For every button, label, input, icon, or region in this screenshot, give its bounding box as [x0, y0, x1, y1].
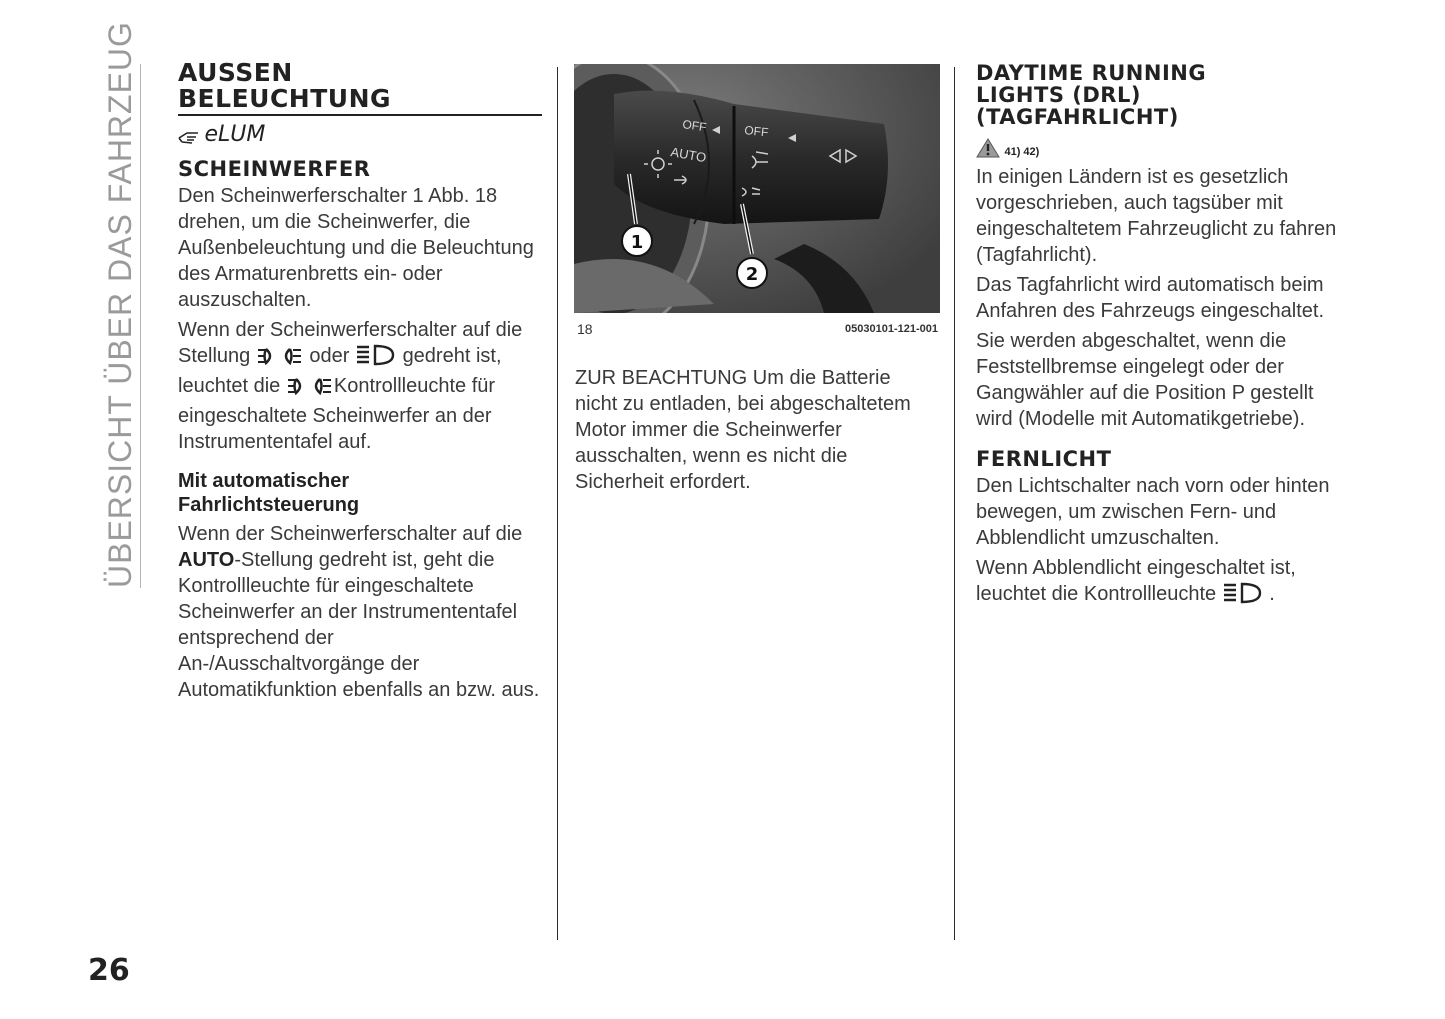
off-label: OFF: [743, 123, 770, 140]
paragraph: Den Lichtschalter nach vorn oder hinten bewegen, um zwischen Fern- und Abblendlicht umzuschalten.: [976, 475, 1330, 549]
figure-number: 18: [577, 321, 593, 337]
paragraph-with-icon: [976, 555, 1346, 611]
position-lights-icon: [286, 376, 334, 403]
auto-label: AUTO: [669, 144, 708, 166]
text: -Stellung gedreht ist, geht die Kontrollleuchte für eingeschaltete Scheinwerfer an der Instrumententafel entsprechend der An-/Ausschaltvorgänge der Automatikfunktion ebenfalls an bzw. aus.: [178, 549, 540, 701]
warning-references: 41) 42): [1004, 146, 1040, 158]
subsubsection-heading: Mit automatischer Fahrlichtsteuerung: [178, 470, 360, 516]
column-left: [178, 60, 542, 703]
elum-label: eLUM: [204, 122, 266, 147]
paragraph: [178, 521, 542, 703]
subsection-heading: FERNLICHT: [976, 447, 1112, 471]
text: Kontrollleuchte für eingeschaltete Scheinwerfer an der Instrumententafel auf.: [178, 375, 496, 453]
column-middle: [575, 365, 937, 495]
pointing-hand-icon: [178, 129, 200, 150]
paragraph: In einigen Ländern ist es gesetzlich vorgeschrieben, auch tagsüber mit eingeschaltetem Fahrzeuglicht zu fahren (Tagfahrlicht).: [976, 166, 1337, 266]
callout-1: 1: [630, 232, 644, 253]
paragraph-with-icons: [178, 317, 542, 455]
text: Wenn Abblendlicht eingeschaltet ist, leuchtet die Kontrollleuchte: [976, 557, 1296, 605]
text: gedreht ist, leuchtet die: [178, 345, 502, 397]
headlight-switch-figure: [574, 64, 940, 313]
low-beam-icon: [1222, 582, 1264, 611]
side-chapter-title: ÜBERSICHT ÜBER DAS FAHRZEUG: [102, 21, 138, 588]
paragraph: Den Scheinwerferschalter 1 Abb. 18 drehen, um die Scheinwerfer, die Außenbeleuchtung und die Beleuchtung des Armaturenbretts ein- oder auszuschalten.: [178, 185, 534, 311]
paragraph: Das Tagfahrlicht wird automatisch beim Anfahren des Fahrzeugs eingeschaltet.: [976, 274, 1324, 322]
subsection-heading: DAYTIME RUNNING LIGHTS (DRL) (TAGFAHRLICHT): [976, 61, 1207, 129]
section-heading: AUSSEN BELEUCHTUNG: [178, 58, 392, 113]
side-rule: [140, 64, 141, 588]
figure-code: 05030101-121-001: [845, 323, 938, 335]
subsection-heading: SCHEINWERFER: [178, 157, 371, 181]
bold-term: AUTO: [178, 549, 235, 571]
column-right: [976, 62, 1346, 611]
callout-2: 2: [745, 264, 759, 285]
position-lights-icon: [256, 346, 304, 373]
text: Wenn der Scheinwerferschalter auf die: [178, 523, 523, 545]
page-number: 26: [88, 953, 130, 988]
off-label: OFF: [681, 117, 708, 135]
low-beam-icon: [355, 344, 397, 373]
warning-row: [976, 138, 1346, 160]
heading-rule: [178, 114, 542, 116]
paragraph: Sie werden abgeschaltet, wenn die Feststellbremse eingelegt oder der Gangwähler auf die Position P gestellt wird (Modelle mit Automatikgetriebe).: [976, 330, 1314, 430]
column-divider: [557, 67, 558, 940]
text: Wenn der Scheinwerferschalter auf die Stellung: [178, 319, 523, 367]
column-divider: [954, 67, 955, 940]
elum-row: [178, 122, 542, 148]
text: .: [1269, 583, 1275, 605]
warning-triangle-icon: [976, 138, 1000, 163]
note-paragraph: ZUR BEACHTUNG Um die Batterie nicht zu entladen, bei abgeschaltetem Motor immer die Scheinwerfer ausschalten, wenn es nicht die Sicherheit erfordert.: [575, 367, 911, 493]
text: oder: [309, 345, 350, 367]
